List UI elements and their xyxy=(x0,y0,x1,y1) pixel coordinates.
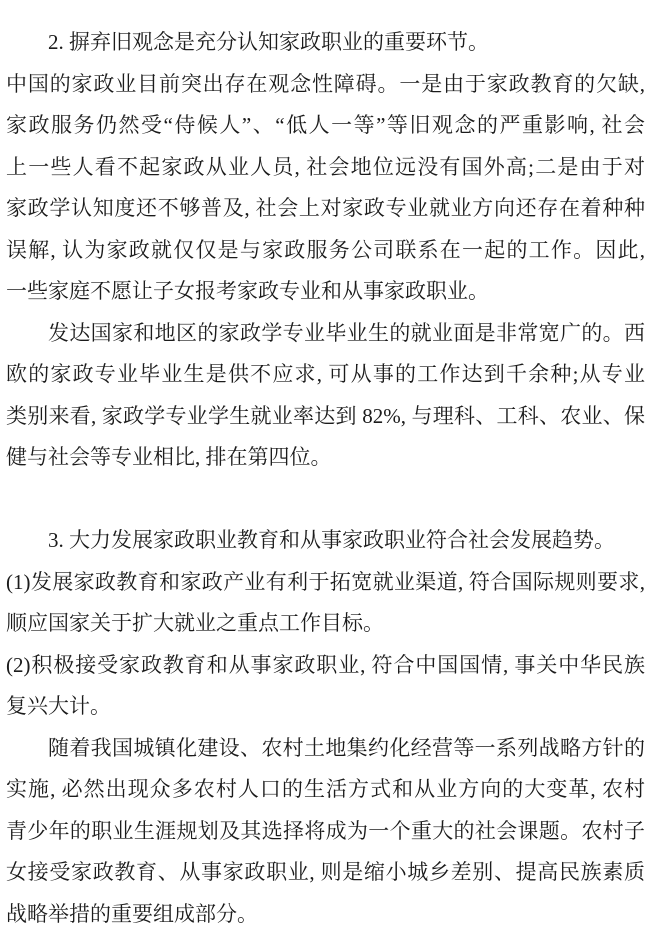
text-line: 实施, 必然出现众多农村人口的生活方式和从业方向的大变革, 农村 xyxy=(6,777,645,801)
text-line: 3. 大力发展家政职业教育和从事家政职业符合社会发展趋势。 xyxy=(48,528,615,552)
section-heading-2 xyxy=(6,22,645,64)
text-line: 女接受家政教育、从事家政职业, 则是缩小城乡差别、提高民族素质 xyxy=(6,860,645,884)
text-line: 家政服务仍然受“侍候人”、“低人一等”等旧观念的严重影响, 社会 xyxy=(6,113,645,137)
text-line: (1)发展家政教育和家政产业有利于拓宽就业渠道, 符合国际规则要求, xyxy=(6,569,645,594)
paragraph-urbanization xyxy=(6,728,645,936)
text-line: 家政学认知度还不够普及, 社会上对家政专业就业方向还存在着种种 xyxy=(6,196,645,220)
text-line: 顺应国家关于扩大就业之重点工作目标。 xyxy=(6,611,384,635)
text-line: 青少年的职业生涯规划及其选择将成为一个重大的社会课题。农村子 xyxy=(6,818,645,843)
text-line: 中国的家政业目前突出存在观念性障碍。一是由于家政教育的欠缺, xyxy=(6,71,645,96)
text-line: 上一些人看不起家政从业人员, 社会地位远没有国外高;二是由于对 xyxy=(6,154,645,179)
text-line: 健与社会等专业相比, 排在第四位。 xyxy=(6,445,332,469)
text-line: 发达国家和地区的家政学专业毕业生的就业面是非常宽广的。西 xyxy=(48,320,645,345)
text-line: 误解, 认为家政就仅仅是与家政服务公司联系在一起的工作。因此, xyxy=(6,237,645,262)
paragraph-concept-barrier xyxy=(6,64,645,313)
paragraph-point-2 xyxy=(6,645,645,728)
paragraph-developed-countries xyxy=(6,313,645,479)
document-body xyxy=(6,22,645,935)
text-line: 复兴大计。 xyxy=(6,694,111,718)
paragraph-point-1 xyxy=(6,562,645,645)
text-line: 类别来看, 家政学专业学生就业率达到 82%, 与理科、工科、农业、保 xyxy=(6,403,645,428)
text-line: 战略举措的重要组成部分。 xyxy=(6,901,258,926)
text-line: 2. 摒弃旧观念是充分认知家政职业的重要环节。 xyxy=(48,30,489,54)
section-heading-3 xyxy=(6,520,645,562)
text-line: 随着我国城镇化建设、农村土地集约化经营等一系列战略方针的 xyxy=(48,735,645,760)
text-line: 欧的家政专业毕业生是供不应求, 可从事的工作达到千余种;从专业 xyxy=(6,362,645,386)
text-line: 一些家庭不愿让子女报考家政专业和从事家政职业。 xyxy=(6,279,489,303)
text-line: (2)积极接受家政教育和从事家政职业, 符合中国国情, 事关中华民族 xyxy=(6,652,645,677)
